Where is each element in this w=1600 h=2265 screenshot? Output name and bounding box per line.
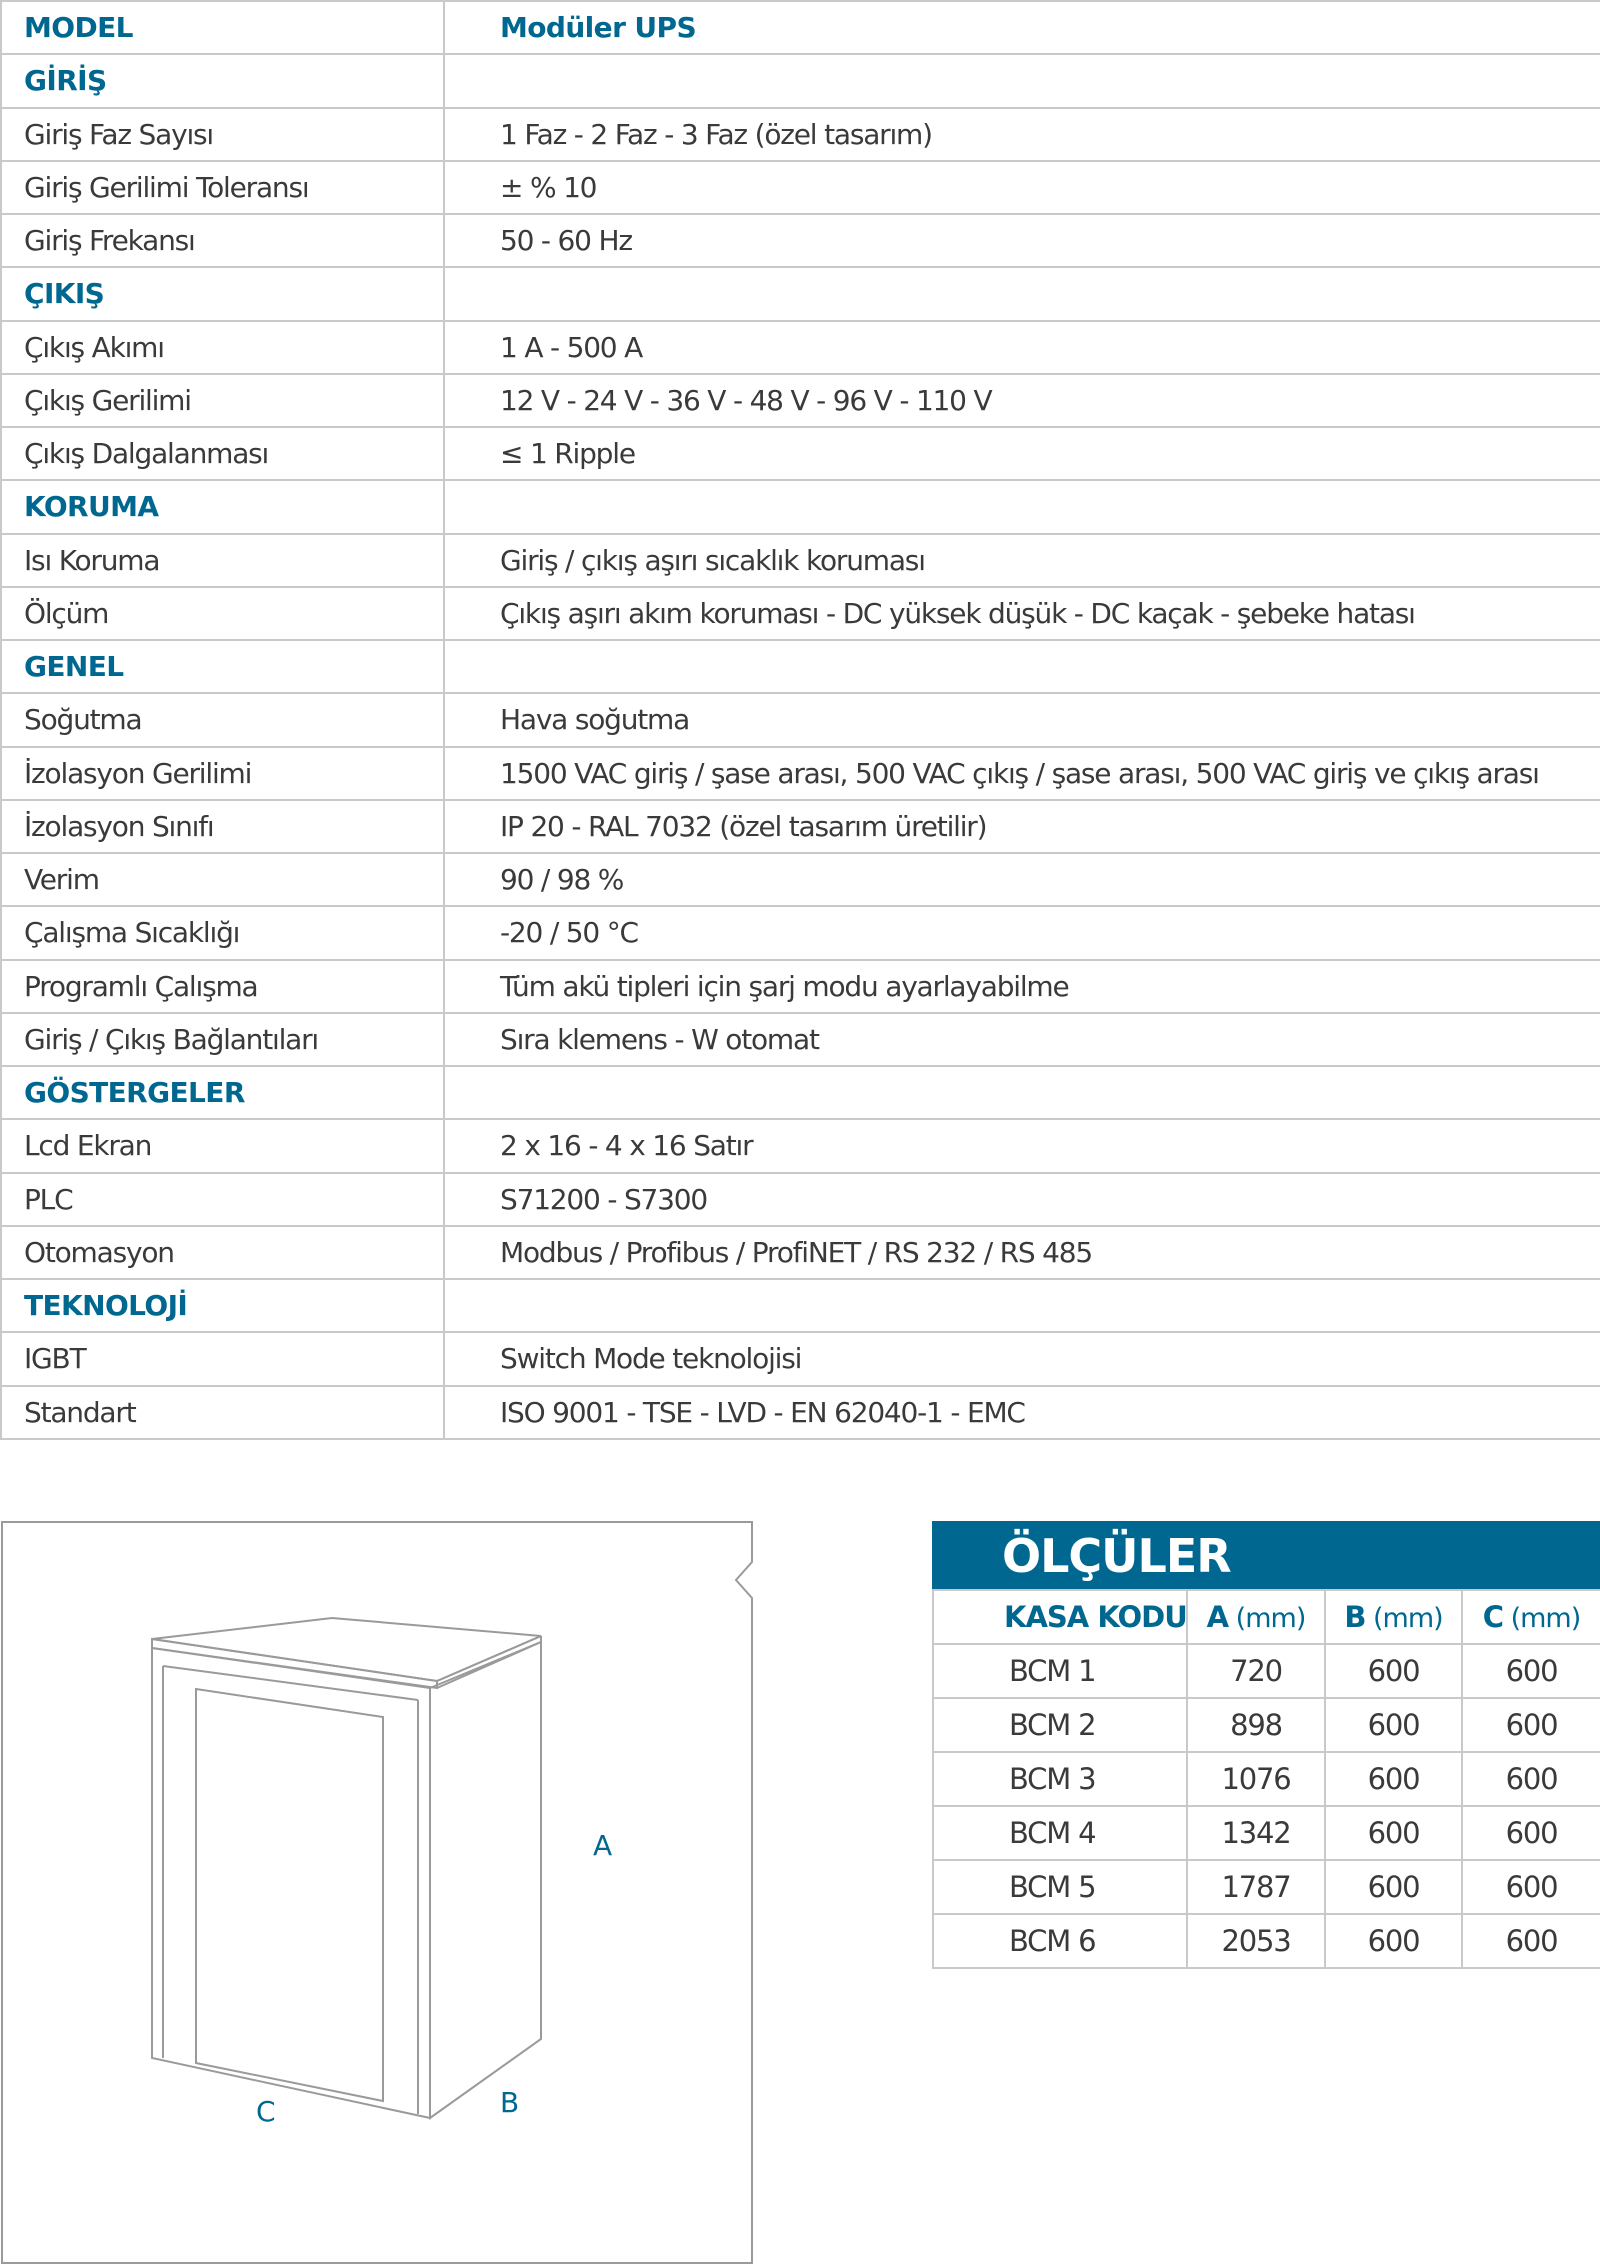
spec-label: PLC (1, 1173, 444, 1226)
dimension-value-cell: 600 (1462, 1644, 1600, 1698)
dimensions-column-header (1462, 1590, 1600, 1644)
spec-label: Isı Koruma (1, 534, 444, 587)
specification-table-body (1, 1, 1600, 1439)
dimensions-table-body (933, 1590, 1600, 1968)
section-value (444, 1279, 1600, 1332)
spec-label: Lcd Ekran (1, 1119, 444, 1172)
section-value (444, 54, 1600, 107)
spec-row (1, 693, 1600, 746)
case-code-cell: BCM 3 (933, 1752, 1187, 1806)
section-header-row (1, 1066, 1600, 1119)
spec-value: Hava soğutma (444, 693, 1600, 746)
section-header-row (1, 1279, 1600, 1332)
case-code-cell: BCM 1 (933, 1644, 1187, 1698)
spec-label: Giriş / Çıkış Bağlantıları (1, 1013, 444, 1066)
spec-row (1, 427, 1600, 480)
dimension-value-cell: 600 (1462, 1914, 1600, 1968)
dimension-value-cell: 600 (1325, 1914, 1462, 1968)
spec-row (1, 906, 1600, 959)
spec-row (1, 374, 1600, 427)
dimension-value-cell: 1342 (1187, 1806, 1325, 1860)
spec-label: Çıkış Dalgalanması (1, 427, 444, 480)
spec-value: Tüm akü tipleri için şarj modu ayarlayabilme (444, 960, 1600, 1013)
dimension-value-cell: 600 (1325, 1806, 1462, 1860)
spec-value: Modbus / Profibus / ProfiNET / RS 232 / RS 485 (444, 1226, 1600, 1279)
case-code-cell: BCM 5 (933, 1860, 1187, 1914)
column-header-unit: (mm) (1503, 1603, 1581, 1634)
section-title: MODEL (1, 1, 444, 54)
dimensions-row (933, 1860, 1600, 1914)
spec-value: 50 - 60 Hz (444, 214, 1600, 267)
section-value (444, 480, 1600, 533)
spec-value: 90 / 98 % (444, 853, 1600, 906)
spec-label: Çalışma Sıcaklığı (1, 906, 444, 959)
spec-label: Soğutma (1, 693, 444, 746)
spec-label: Ölçüm (1, 587, 444, 640)
spec-value: 1 Faz - 2 Faz - 3 Faz (özel tasarım) (444, 108, 1600, 161)
column-header-name: A (1206, 1600, 1229, 1634)
case-code-cell: BCM 6 (933, 1914, 1187, 1968)
spec-value: 2 x 16 - 4 x 16 Satır (444, 1119, 1600, 1172)
dimension-value-cell: 1787 (1187, 1860, 1325, 1914)
cabinet-side (430, 1642, 541, 2118)
dimensions-panel (932, 1521, 1600, 1969)
case-code-cell: BCM 4 (933, 1806, 1187, 1860)
drawing-frame (2, 1522, 752, 2263)
spec-label: İzolasyon Sınıfı (1, 800, 444, 853)
dimensions-row (933, 1806, 1600, 1860)
cabinet-top-edge (152, 1639, 437, 1688)
spec-value: 1 A - 500 A (444, 321, 1600, 374)
dimension-value-cell: 600 (1462, 1860, 1600, 1914)
section-value (444, 267, 1600, 320)
column-header-unit: (mm) (1228, 1603, 1306, 1634)
spec-label: Çıkış Gerilimi (1, 374, 444, 427)
spec-row (1, 747, 1600, 800)
spec-label: Giriş Faz Sayısı (1, 108, 444, 161)
spec-value: Switch Mode teknolojisi (444, 1332, 1600, 1385)
spec-label: Standart (1, 1386, 444, 1440)
spec-row (1, 1386, 1600, 1440)
spec-row (1, 1119, 1600, 1172)
dimension-value-cell: 600 (1462, 1698, 1600, 1752)
dimension-value-cell: 600 (1325, 1644, 1462, 1698)
spec-row (1, 800, 1600, 853)
spec-row (1, 108, 1600, 161)
section-header-row (1, 640, 1600, 693)
section-header-row (1, 267, 1600, 320)
spec-value: IP 20 - RAL 7032 (özel tasarım üretilir) (444, 800, 1600, 853)
spec-label: Otomasyon (1, 1226, 444, 1279)
dimension-value-cell: 2053 (1187, 1914, 1325, 1968)
spec-row (1, 161, 1600, 214)
dimensions-column-header (933, 1590, 1187, 1644)
section-header-row (1, 1, 1600, 54)
cabinet-drawing (0, 1518, 760, 2265)
spec-row (1, 587, 1600, 640)
spec-row (1, 1332, 1600, 1385)
dimension-value-cell: 720 (1187, 1644, 1325, 1698)
cabinet-front (152, 1648, 430, 2118)
dimensions-row (933, 1644, 1600, 1698)
column-header-name: B (1344, 1600, 1366, 1634)
spec-value: 12 V - 24 V - 36 V - 48 V - 96 V - 110 V (444, 374, 1600, 427)
spec-row (1, 960, 1600, 1013)
dimensions-column-header (1325, 1590, 1462, 1644)
spec-label: Programlı Çalışma (1, 960, 444, 1013)
spec-label: IGBT (1, 1332, 444, 1385)
spec-row (1, 1013, 1600, 1066)
spec-value: Giriş / çıkış aşırı sıcaklık koruması (444, 534, 1600, 587)
section-title: ÇIKIŞ (1, 267, 444, 320)
section-title: GİRİŞ (1, 54, 444, 107)
spec-label: Verim (1, 853, 444, 906)
spec-row (1, 1173, 1600, 1226)
dimensions-row (933, 1698, 1600, 1752)
spec-value: Çıkış aşırı akım koruması - DC yüksek düşük - DC kaçak - şebeke hatası (444, 587, 1600, 640)
spec-label: Giriş Gerilimi Toleransı (1, 161, 444, 214)
spec-value: Sıra klemens - W otomat (444, 1013, 1600, 1066)
spec-row (1, 534, 1600, 587)
spec-label: Çıkış Akımı (1, 321, 444, 374)
section-value (444, 640, 1600, 693)
dimension-value-cell: 898 (1187, 1698, 1325, 1752)
spec-row (1, 321, 1600, 374)
cabinet-door (196, 1689, 383, 2101)
section-title: GÖSTERGELER (1, 1066, 444, 1119)
spec-row (1, 1226, 1600, 1279)
spec-value: ± % 10 (444, 161, 1600, 214)
spec-value: -20 / 50 °C (444, 906, 1600, 959)
dimension-value-cell: 600 (1325, 1860, 1462, 1914)
dimensions-title: ÖLÇÜLER (932, 1521, 1600, 1589)
dimension-value-cell: 600 (1325, 1752, 1462, 1806)
spec-row (1, 853, 1600, 906)
spec-value: 1500 VAC giriş / şase arası, 500 VAC çıkış / şase arası, 500 VAC giriş ve çıkış arası (444, 747, 1600, 800)
dimension-value-cell: 600 (1462, 1752, 1600, 1806)
spec-row (1, 214, 1600, 267)
dimension-value-cell: 600 (1462, 1806, 1600, 1860)
section-header-row (1, 54, 1600, 107)
section-title: GENEL (1, 640, 444, 693)
dimension-value-cell: 1076 (1187, 1752, 1325, 1806)
dimensions-row (933, 1914, 1600, 1968)
section-title: KORUMA (1, 480, 444, 533)
dimension-value-cell: 600 (1325, 1698, 1462, 1752)
section-value (444, 1066, 1600, 1119)
spec-label: Giriş Frekansı (1, 214, 444, 267)
dimensions-column-header (1187, 1590, 1325, 1644)
dimension-label-a: A (593, 1829, 613, 1862)
section-header-row (1, 480, 1600, 533)
dimensions-row (933, 1752, 1600, 1806)
spec-label: İzolasyon Gerilimi (1, 747, 444, 800)
spec-value: ISO 9001 - TSE - LVD - EN 62040-1 - EMC (444, 1386, 1600, 1440)
dimension-label-b: B (500, 2086, 520, 2119)
column-header-unit: (mm) (1365, 1603, 1443, 1634)
section-value: Modüler UPS (444, 1, 1600, 54)
section-title: TEKNOLOJİ (1, 1279, 444, 1332)
spec-value: ≤ 1 Ripple (444, 427, 1600, 480)
case-code-cell: BCM 2 (933, 1698, 1187, 1752)
column-header-name: KASA KODU (1004, 1600, 1187, 1634)
dimension-label-c: C (256, 2095, 276, 2128)
column-header-name: C (1482, 1600, 1504, 1634)
dimensions-header-row (933, 1590, 1600, 1644)
spec-value: S71200 - S7300 (444, 1173, 1600, 1226)
dimensions-table (932, 1589, 1600, 1969)
